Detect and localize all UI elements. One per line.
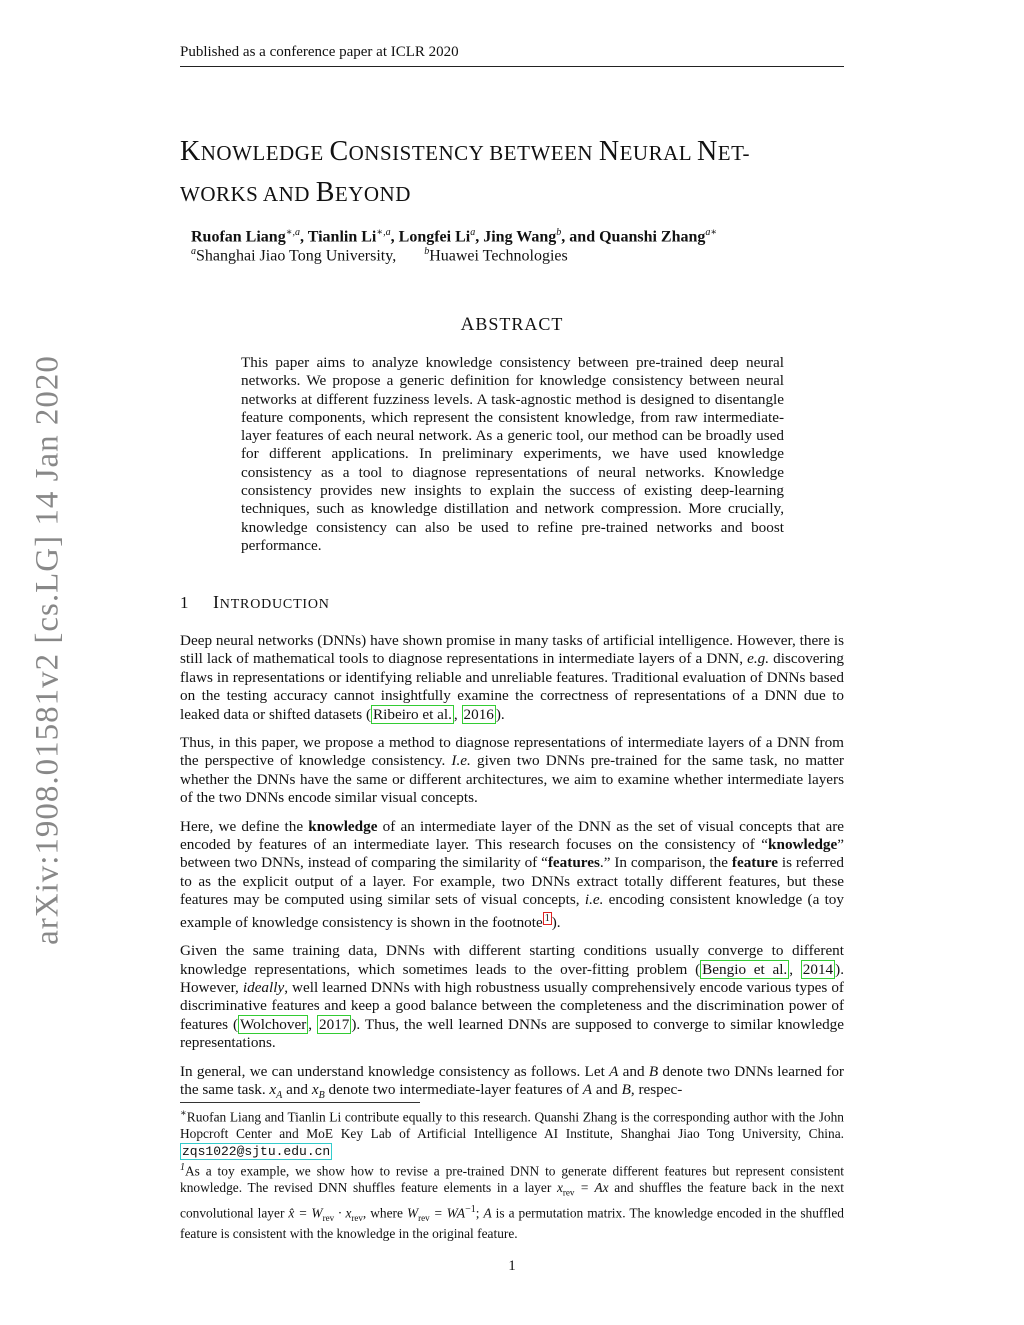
title-line-2 — [180, 173, 850, 214]
text: , — [789, 960, 801, 978]
citation-link[interactable]: Wolchover — [240, 1015, 307, 1033]
citation-year-link[interactable]: 2017 — [319, 1015, 350, 1033]
author-separator: , — [300, 228, 308, 246]
math: x — [556, 1180, 563, 1196]
citation-link[interactable]: Ribeiro et al. — [373, 705, 452, 723]
text-italic: e.g. — [747, 650, 770, 668]
text: ” between two DNNs, instead of comparing the similarity of “ — [180, 836, 844, 872]
text: discovering flaws in representations or identifying reliable and unreliable features. Traditional evaluation of DNNs based on the testing accuracy cannot insightfully examine the correctness of representations of a DNN due to leaked data or shifted datasets ( — [180, 650, 844, 723]
text-italic: i.e. — [584, 891, 604, 909]
text-italic: ideally — [242, 978, 285, 996]
footnote-equal-contribution — [180, 1106, 844, 1160]
text-italic: I.e. — [451, 752, 471, 770]
text: Here, we define the — [180, 817, 309, 835]
intro-paragraph-3 — [180, 818, 844, 933]
text: denote two DNNs learned for the same task. — [180, 1062, 844, 1098]
abstract-heading — [0, 314, 1024, 336]
math: A — [609, 1062, 619, 1080]
author-name: Tianlin Li — [307, 228, 377, 246]
author-affiliation-marker: ∗,a — [285, 227, 300, 238]
text: , where — [362, 1205, 407, 1221]
math: A — [582, 1081, 593, 1098]
text: ). — [551, 913, 561, 931]
citation-year-link[interactable]: 2016 — [463, 705, 494, 723]
author-affiliation-marker: b — [556, 227, 562, 238]
text-bold: features — [547, 854, 600, 872]
text: and — [592, 1081, 622, 1098]
author-separator: , — [390, 228, 399, 246]
text: In general, we can understand knowledge consistency as follows. Let — [180, 1062, 610, 1080]
math: x — [311, 1081, 319, 1098]
intro-paragraph-5 — [180, 1063, 844, 1106]
affiliations — [191, 246, 568, 265]
math-sup: −1 — [465, 1203, 476, 1215]
math-sub: rev — [322, 1212, 335, 1223]
paper-title — [180, 132, 850, 214]
author-name: Jing Wang — [483, 228, 557, 246]
affiliation-a: Shanghai Jiao Tong University, — [196, 247, 397, 265]
author-list — [191, 227, 717, 246]
section-number: 1 — [180, 593, 190, 612]
math: B — [648, 1062, 659, 1080]
math: x — [269, 1081, 277, 1098]
math: · x — [334, 1205, 352, 1221]
text: As a toy example, we show how to revise a pre-trained DNN to generate different features but represent consistent knowledge. The revised DNN shuffles feature elements in a layer — [180, 1163, 844, 1196]
footnote-marker: 1 — [180, 1162, 185, 1174]
text: denote two intermediate-layer features of — [324, 1081, 583, 1098]
title-smallcaps: ET- — [717, 141, 751, 165]
affiliation-b-marker: b — [424, 246, 430, 257]
author-affiliation-marker: a — [470, 227, 476, 238]
author-affiliation-marker: a∗ — [705, 227, 718, 238]
text: Thus, in this paper, we propose a method to diagnose representations of intermediate layers of a DNN from the perspective of knowledge consistency. — [180, 734, 844, 770]
footnote-marker: ∗ — [180, 1108, 187, 1119]
text: ). Thus, the well learned DNNs are supposed to converge to similar knowledge representations. — [180, 1015, 845, 1052]
text-bold: knowledge — [768, 836, 838, 854]
title-smallcaps: EURAL — [619, 141, 698, 165]
text-bold: feature — [731, 854, 778, 872]
math: B — [621, 1081, 631, 1098]
affiliation-a-marker: a — [191, 246, 196, 257]
citation-year-link[interactable]: 2014 — [802, 960, 834, 978]
title-capital: C — [329, 136, 349, 167]
abstract-text: This paper aims to analyze knowledge consistency between pre-trained deep neural networks. We propose a generic definition for knowledge consistency between neural networks at different fuzziness levels. A task-agnostic method is designed to disentangle feature components, which represent the consistent knowledge, from raw intermediate-layer features of each neural network. As a generic tool, our method can be broadly used for different applications. In preliminary experiments, we have used knowledge consistency as a tool to diagnose representations of neural networks. Knowledge consistency provides new insights to explain the success of existing deep-learning techniques, such as knowledge distillation and network compression. More crucially, knowledge consistency can also be used to refine pre-trained networks and boost performance. — [241, 354, 784, 554]
title-smallcaps: ONSISTENCY BETWEEN — [348, 141, 599, 165]
title-capital: B — [315, 177, 335, 208]
math-sub: A — [276, 1090, 283, 1102]
text: encoding consistent knowledge (a toy example of knowledge consistency is shown in the footnote — [180, 891, 844, 931]
title-smallcaps: WORKS AND — [180, 182, 316, 206]
author-name: Quanshi Zhang — [599, 228, 706, 246]
title-capital: N — [598, 136, 620, 167]
title-capital: N — [697, 136, 718, 167]
math-sub: rev — [562, 1187, 575, 1198]
title-line-1 — [180, 132, 850, 173]
text-bold: knowledge — [308, 817, 378, 835]
footnote-link[interactable]: 1 — [544, 912, 550, 924]
abstract-heading-cap: A — [460, 314, 476, 335]
author-name: Ruofan Liang — [191, 228, 286, 246]
math: = Ax — [574, 1180, 609, 1196]
text: and — [618, 1062, 649, 1080]
math: x̂ = W — [288, 1205, 323, 1221]
affiliation-b: Huawei Technologies — [429, 247, 568, 265]
introduction-body — [180, 632, 844, 1115]
text: ). — [495, 705, 505, 723]
author-name: Longfei Li — [398, 228, 471, 246]
text: , well learned DNNs with high robustness usually comprehensively encode various types of discriminative features and keep a good balance between the completeness and the discrimination power of features ( — [180, 978, 844, 1033]
text: and shuffles the feature back in the next convolutional layer — [180, 1180, 844, 1221]
text: , — [453, 705, 462, 723]
text: and — [282, 1081, 312, 1098]
author-separator: , — [475, 228, 484, 246]
citation-link[interactable]: Bengio et al. — [702, 960, 788, 978]
text: .” In comparison, the — [599, 854, 732, 872]
author-separator: , and — [561, 228, 600, 246]
text: , respec- — [630, 1081, 683, 1098]
footnotes — [180, 1106, 844, 1243]
text: , — [308, 1015, 317, 1033]
text: Ruofan Liang and Tianlin Li contribute equally to this research. Quanshi Zhang is the corresponding author with the John Hopcroft Center and MoE Key Lab of Artificial Intelligence AI Institute, Shanghai Jiao Tong University, China. — [180, 1109, 844, 1142]
arxiv-stamp: arXiv:1908.01581v2 [cs.LG] 14 Jan 2020 — [29, 355, 66, 945]
intro-paragraph-4 — [180, 942, 844, 1052]
math-sub: B — [318, 1090, 325, 1102]
math: = WA — [429, 1205, 466, 1221]
intro-paragraph-1 — [180, 632, 844, 724]
math: A — [483, 1205, 492, 1221]
text: is referred to as the explicit output of a layer. For example, two DNNs extract totally different features, but these features may be computed using similar sets of visual concepts, — [180, 854, 844, 909]
text: is a permutation matrix. The knowledge encoded in the shuffled feature is consistent with the knowledge in the original feature. — [180, 1205, 844, 1242]
title-capital: K — [180, 136, 201, 167]
section-heading-cap: I — [213, 592, 220, 612]
running-head: Published as a conference paper at ICLR 2020 — [180, 44, 844, 67]
email-link[interactable]: zqs1022@sjtu.edu.cn — [182, 1143, 331, 1159]
math: W — [406, 1205, 419, 1221]
section-heading-rest: NTRODUCTION — [219, 597, 330, 612]
author-affiliation-marker: ∗,a — [376, 227, 391, 238]
section-heading-introduction — [180, 592, 330, 613]
footnote-1 — [180, 1160, 844, 1243]
title-smallcaps: NOWLEDGE — [200, 141, 330, 165]
footnote-rule — [180, 1102, 420, 1103]
text: Deep neural networks (DNNs) have shown promise in many tasks of artificial intelligence. However, there is still lack of mathematical tools to diagnose representations in intermediate layers of a DNN, — [180, 632, 844, 668]
text: Given the same training data, DNNs with different starting conditions usually converge to different knowledge representations, which sometimes leads to the over-fitting problem ( — [180, 942, 844, 978]
text: given two DNNs pre-trained for the same task, no matter whether the DNNs have the same or different architectures, we aim to examine whether intermediate layers of the two DNNs encode similar visual concepts. — [180, 752, 844, 807]
math-sub: rev — [418, 1212, 430, 1223]
abstract-heading-rest: BSTRACT — [475, 314, 564, 334]
title-smallcaps: EYOND — [334, 182, 411, 206]
text: ). However, — [180, 960, 844, 996]
page-number: 1 — [508, 1258, 516, 1274]
intro-paragraph-2 — [180, 734, 844, 808]
math-sub: rev — [351, 1212, 363, 1223]
text: ; — [475, 1205, 484, 1221]
text: of an intermediate layer of the DNN as the set of visual concepts that are encoded by features of an intermediate layer. This research focuses on the consistency of “ — [180, 817, 844, 854]
